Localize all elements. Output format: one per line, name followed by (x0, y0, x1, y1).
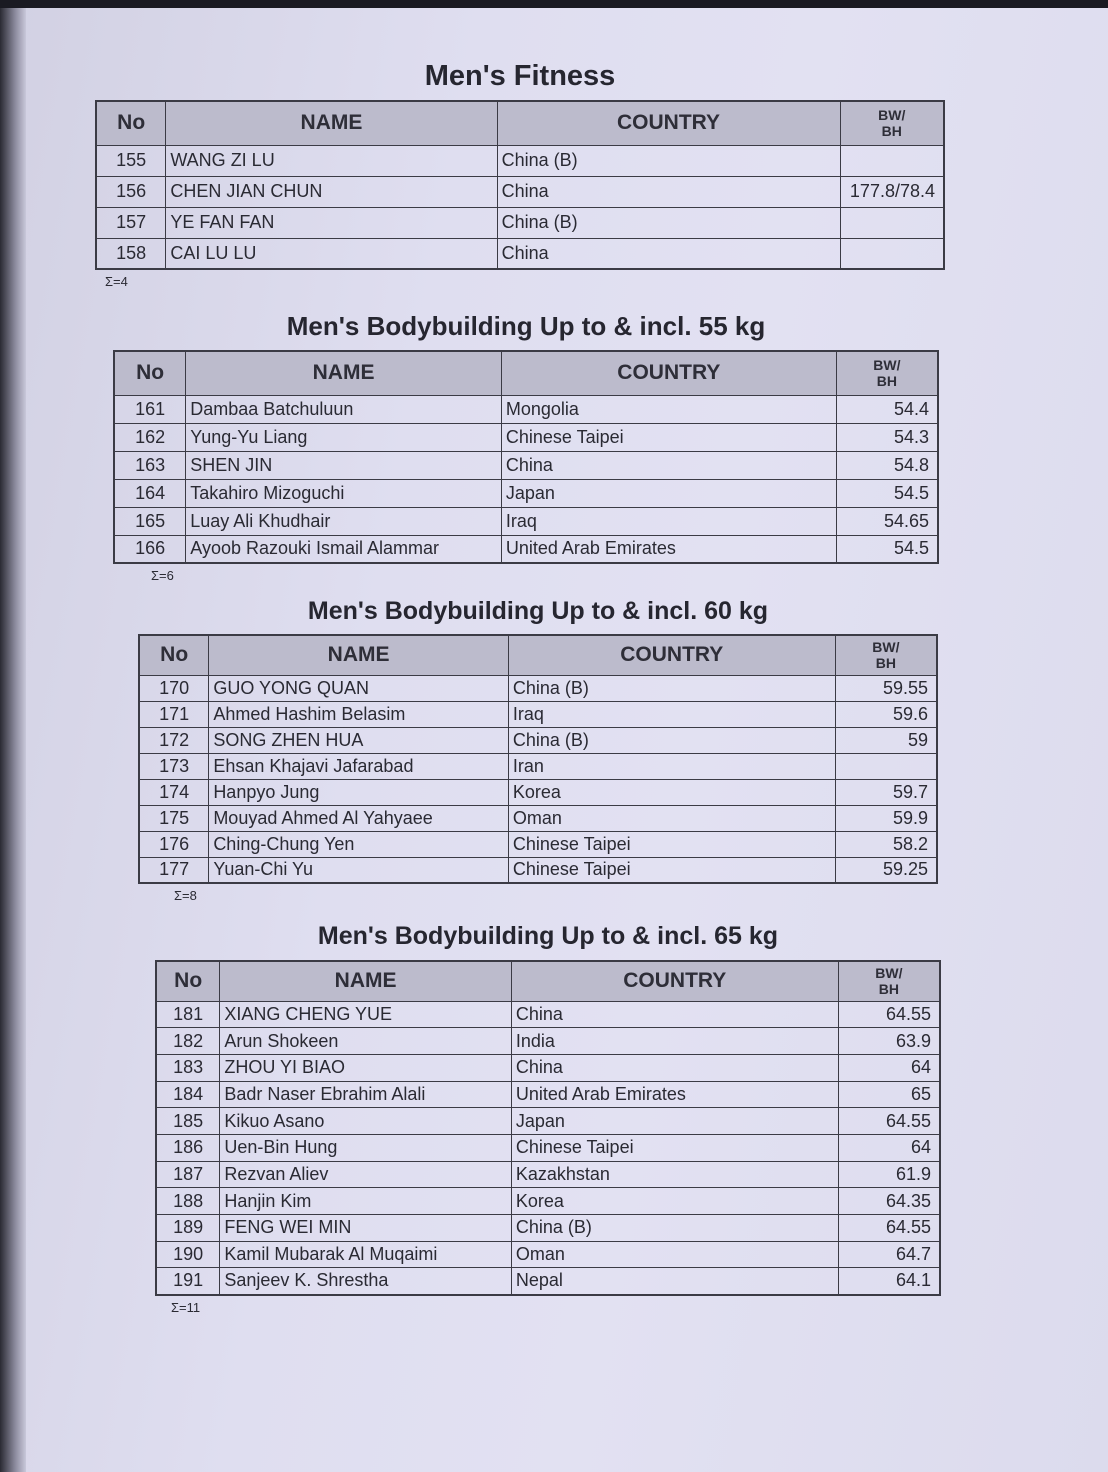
cell-name: WANG ZI LU (166, 145, 497, 176)
table-row (96, 176, 944, 207)
cell-bw: 65 (838, 1081, 940, 1108)
header-name: NAME (220, 961, 512, 1001)
table-row (156, 1215, 940, 1242)
cell-no: 170 (139, 675, 209, 701)
cell-no: 171 (139, 701, 209, 727)
cell-bw: 59 (835, 727, 937, 753)
header-bw: BW/ (873, 357, 901, 374)
header-bh: BH (878, 981, 899, 998)
cell-country: United Arab Emirates (511, 1081, 838, 1108)
header-country: COUNTRY (511, 961, 838, 1001)
header-row (139, 635, 937, 675)
header-name: NAME (166, 101, 497, 145)
cell-name: Hanjin Kim (220, 1188, 512, 1215)
cell-name: ZHOU YI BIAO (220, 1054, 512, 1081)
cell-bw: 177.8/78.4 (840, 176, 944, 207)
table-row (139, 701, 937, 727)
header-no: No (114, 351, 186, 395)
header-no: No (139, 635, 209, 675)
cell-country: China (511, 1054, 838, 1081)
header-row (96, 101, 944, 145)
cell-bw: 64.1 (838, 1268, 940, 1295)
table-row (114, 451, 938, 479)
table-row (156, 1108, 940, 1135)
cell-no: 185 (156, 1108, 220, 1135)
cell-bw: 59.55 (835, 675, 937, 701)
cell-country: Chinese Taipei (511, 1134, 838, 1161)
cell-no: 181 (156, 1001, 220, 1028)
cell-country: India (511, 1028, 838, 1055)
header-row (114, 351, 938, 395)
cell-country: Iraq (501, 507, 836, 535)
cell-no: 163 (114, 451, 186, 479)
cell-bw: 54.5 (836, 479, 938, 507)
results-table (155, 960, 941, 1296)
header-bw-bh (836, 351, 938, 395)
table-row (156, 1028, 940, 1055)
cell-bw: 64 (838, 1054, 940, 1081)
cell-no: 189 (156, 1215, 220, 1242)
cell-no: 175 (139, 805, 209, 831)
table-row (139, 779, 937, 805)
results-table (95, 100, 945, 270)
results-table (138, 634, 938, 884)
count-total: Σ=11 (171, 1299, 201, 1315)
cell-bw: 59.9 (835, 805, 937, 831)
table-row (114, 507, 938, 535)
table-row (139, 805, 937, 831)
header-bw: BW/ (872, 639, 900, 656)
table-row (96, 207, 944, 238)
cell-name: Ahmed Hashim Belasim (209, 701, 509, 727)
cell-country: China (B) (508, 675, 835, 701)
header-bw-bh (840, 101, 944, 145)
cell-no: 186 (156, 1134, 220, 1161)
cell-no: 173 (139, 753, 209, 779)
cell-name: Sanjeev K. Shrestha (220, 1268, 512, 1295)
table-row (96, 145, 944, 176)
cell-country: Korea (511, 1188, 838, 1215)
cell-no: 190 (156, 1241, 220, 1268)
cell-country: Oman (511, 1241, 838, 1268)
header-country: COUNTRY (508, 635, 835, 675)
cell-name: CAI LU LU (166, 238, 497, 269)
table-row (156, 1001, 940, 1028)
cell-bw: 64.7 (838, 1241, 940, 1268)
cell-country: Japan (511, 1108, 838, 1135)
cell-no: 177 (139, 857, 209, 883)
cell-name: Hanpyo Jung (209, 779, 509, 805)
cell-country: China (B) (511, 1215, 838, 1242)
cell-bw: 63.9 (838, 1028, 940, 1055)
cell-name: XIANG CHENG YUE (220, 1001, 512, 1028)
cell-no: 161 (114, 395, 186, 423)
header-name: NAME (186, 351, 502, 395)
cell-name: Uen-Bin Hung (220, 1134, 512, 1161)
header-name: NAME (209, 635, 509, 675)
cell-name: Luay Ali Khudhair (186, 507, 502, 535)
cell-name: SONG ZHEN HUA (209, 727, 509, 753)
cell-no: 172 (139, 727, 209, 753)
table-row (156, 1241, 940, 1268)
cell-bw: 64 (838, 1134, 940, 1161)
cell-bw: 64.55 (838, 1108, 940, 1135)
cell-name: Kikuo Asano (220, 1108, 512, 1135)
cell-bw: 54.5 (836, 535, 938, 563)
table-row (156, 1054, 940, 1081)
cell-name: Yung-Yu Liang (186, 423, 502, 451)
cell-name: Takahiro Mizoguchi (186, 479, 502, 507)
cell-country: Iran (508, 753, 835, 779)
cell-bw: 54.4 (836, 395, 938, 423)
cell-name: GUO YONG QUAN (209, 675, 509, 701)
table-row (139, 831, 937, 857)
cell-name: Ching-Chung Yen (209, 831, 509, 857)
cell-bw (835, 753, 937, 779)
table-row (156, 1081, 940, 1108)
cell-no: 183 (156, 1054, 220, 1081)
cell-bw (840, 207, 944, 238)
header-bw-bh (838, 961, 940, 1001)
cell-country: China (497, 176, 840, 207)
header-bh: BH (875, 655, 896, 672)
table-row (139, 675, 937, 701)
cell-bw: 64.55 (838, 1001, 940, 1028)
cell-country: Kazakhstan (511, 1161, 838, 1188)
cell-no: 165 (114, 507, 186, 535)
cell-no: 191 (156, 1268, 220, 1295)
cell-no: 174 (139, 779, 209, 805)
cell-bw: 64.35 (838, 1188, 940, 1215)
cell-country: Chinese Taipei (501, 423, 836, 451)
cell-name: Ehsan Khajavi Jafarabad (209, 753, 509, 779)
cell-bw: 58.2 (835, 831, 937, 857)
cell-name: SHEN JIN (186, 451, 502, 479)
cell-name: CHEN JIAN CHUN (166, 176, 497, 207)
cell-bw: 54.65 (836, 507, 938, 535)
header-bw-bh (835, 635, 937, 675)
cell-bw (840, 238, 944, 269)
cell-no: 158 (96, 238, 166, 269)
cell-name: Kamil Mubarak Al Muqaimi (220, 1241, 512, 1268)
cell-country: Chinese Taipei (508, 857, 835, 883)
section-title: Men's Bodybuilding Up to & incl. 55 kg (286, 311, 766, 341)
cell-no: 164 (114, 479, 186, 507)
cell-bw: 59.7 (835, 779, 937, 805)
header-no: No (96, 101, 166, 145)
table-row (156, 1134, 940, 1161)
header-country: COUNTRY (497, 101, 840, 145)
cell-bw: 54.8 (836, 451, 938, 479)
cell-country: Korea (508, 779, 835, 805)
cell-no: 188 (156, 1188, 220, 1215)
cell-name: Badr Naser Ebrahim Alali (220, 1081, 512, 1108)
cell-country: Nepal (511, 1268, 838, 1295)
section-title: Men's Bodybuilding Up to & incl. 65 kg (317, 922, 779, 950)
cell-name: YE FAN FAN (166, 207, 497, 238)
cell-no: 184 (156, 1081, 220, 1108)
table-row (156, 1268, 940, 1295)
cell-country: China (B) (497, 207, 840, 238)
header-bh: BH (881, 123, 902, 140)
cell-name: Yuan-Chi Yu (209, 857, 509, 883)
cell-country: Mongolia (501, 395, 836, 423)
table-row (114, 479, 938, 507)
cell-no: 157 (96, 207, 166, 238)
cell-no: 182 (156, 1028, 220, 1055)
count-total: Σ=6 (151, 568, 174, 583)
cell-no: 166 (114, 535, 186, 563)
header-row (156, 961, 940, 1001)
cell-name: Arun Shokeen (220, 1028, 512, 1055)
cell-name: FENG WEI MIN (220, 1215, 512, 1242)
cell-no: 155 (96, 145, 166, 176)
cell-no: 162 (114, 423, 186, 451)
table-row (156, 1188, 940, 1215)
table-row (96, 238, 944, 269)
count-total: Σ=4 (105, 274, 128, 289)
cell-bw: 54.3 (836, 423, 938, 451)
cell-bw: 64.55 (838, 1215, 940, 1242)
cell-country: China (B) (508, 727, 835, 753)
cell-bw: 59.6 (835, 701, 937, 727)
cell-country: Chinese Taipei (508, 831, 835, 857)
header-bw: BW/ (878, 107, 906, 124)
table-row (139, 857, 937, 883)
header-no: No (156, 961, 220, 1001)
cell-no: 156 (96, 176, 166, 207)
table-row (156, 1161, 940, 1188)
cell-name: Mouyad Ahmed Al Yahyaee (209, 805, 509, 831)
cell-bw: 59.25 (835, 857, 937, 883)
binding-spine (0, 8, 26, 1472)
cell-country: Japan (501, 479, 836, 507)
cell-name: Ayoob Razouki Ismail Alammar (186, 535, 502, 563)
table-row (114, 395, 938, 423)
table-row (114, 423, 938, 451)
table-row (139, 727, 937, 753)
section-title: Men's Fitness (424, 60, 616, 92)
count-total: Σ=8 (174, 888, 197, 903)
cell-bw (840, 145, 944, 176)
section-title: Men's Bodybuilding Up to & incl. 60 kg (307, 597, 769, 625)
cell-name: Dambaa Batchuluun (186, 395, 502, 423)
results-table (113, 350, 939, 564)
table-row (114, 535, 938, 563)
cell-country: Iraq (508, 701, 835, 727)
cell-bw: 61.9 (838, 1161, 940, 1188)
cell-country: Oman (508, 805, 835, 831)
header-bw: BW/ (875, 965, 903, 982)
cell-country: China (497, 238, 840, 269)
header-bh: BH (876, 373, 897, 390)
cell-name: Rezvan Aliev (220, 1161, 512, 1188)
cell-country: China (B) (497, 145, 840, 176)
cell-no: 176 (139, 831, 209, 857)
cell-no: 187 (156, 1161, 220, 1188)
header-country: COUNTRY (501, 351, 836, 395)
cell-country: United Arab Emirates (501, 535, 836, 563)
table-row (139, 753, 937, 779)
cell-country: China (501, 451, 836, 479)
cell-country: China (511, 1001, 838, 1028)
